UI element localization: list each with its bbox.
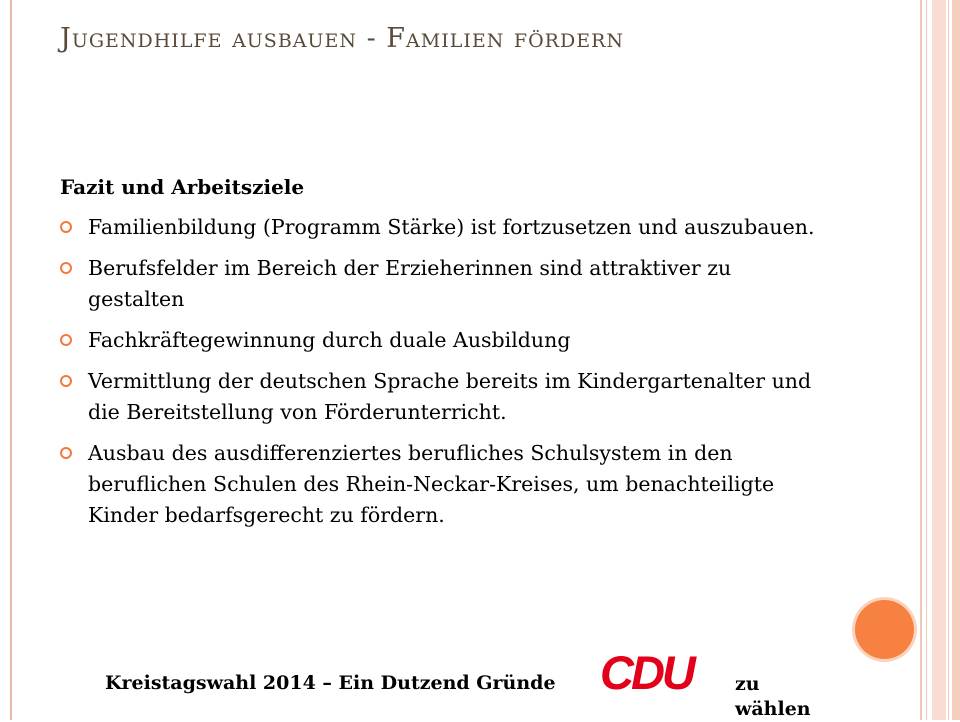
bullet-circle-icon: [60, 447, 72, 459]
bullet-text: Familienbildung (Programm Stärke) ist fortzusetzen und auszubauen.: [88, 215, 815, 239]
bullet-circle-icon: [60, 221, 72, 233]
bullet-circle-icon: [60, 262, 72, 274]
bullet-text: Vermittlung der deutschen Sprache bereits im Kindergartenalter und die Bereitstellung von Förderunterricht.: [88, 369, 812, 424]
decorative-orange-circle: [855, 600, 914, 659]
cdu-logo: CDU: [600, 646, 693, 699]
footer-text: Kreistagswahl 2014 – Ein Dutzend Gründe: [105, 672, 556, 694]
bullet-text: Ausbau des ausdifferenziertes berufliches Schulsystem in den beruflichen Schulen des Rhein-Neckar-Kreises, um benachteiligte Kinder bedarfsgerecht zu fördern.: [88, 441, 775, 527]
bullet-text: Berufsfelder im Bereich der Erzieherinnen sind attraktiver zu gestalten: [88, 256, 732, 311]
bullet-item: [60, 438, 820, 531]
bullet-item: [60, 212, 820, 243]
bullet-text: Fachkräftegewinnung durch duale Ausbildung: [88, 328, 571, 352]
left-border-line: [10, 0, 12, 720]
footer-trailing-words: zu wählen: [735, 673, 811, 720]
bullet-item: [60, 366, 820, 428]
bullet-list: [60, 212, 820, 541]
footer-trailing-text: [735, 672, 825, 722]
section-heading: Fazit und Arbeitsziele: [60, 175, 305, 199]
slide-title: Jugendhilfe ausbauen - Familien fördern: [60, 23, 625, 54]
bullet-item: [60, 253, 820, 315]
bullet-item: [60, 325, 820, 356]
right-decorative-stripes: [920, 0, 960, 720]
bullet-circle-icon: [60, 375, 72, 387]
bullet-circle-icon: [60, 334, 72, 346]
